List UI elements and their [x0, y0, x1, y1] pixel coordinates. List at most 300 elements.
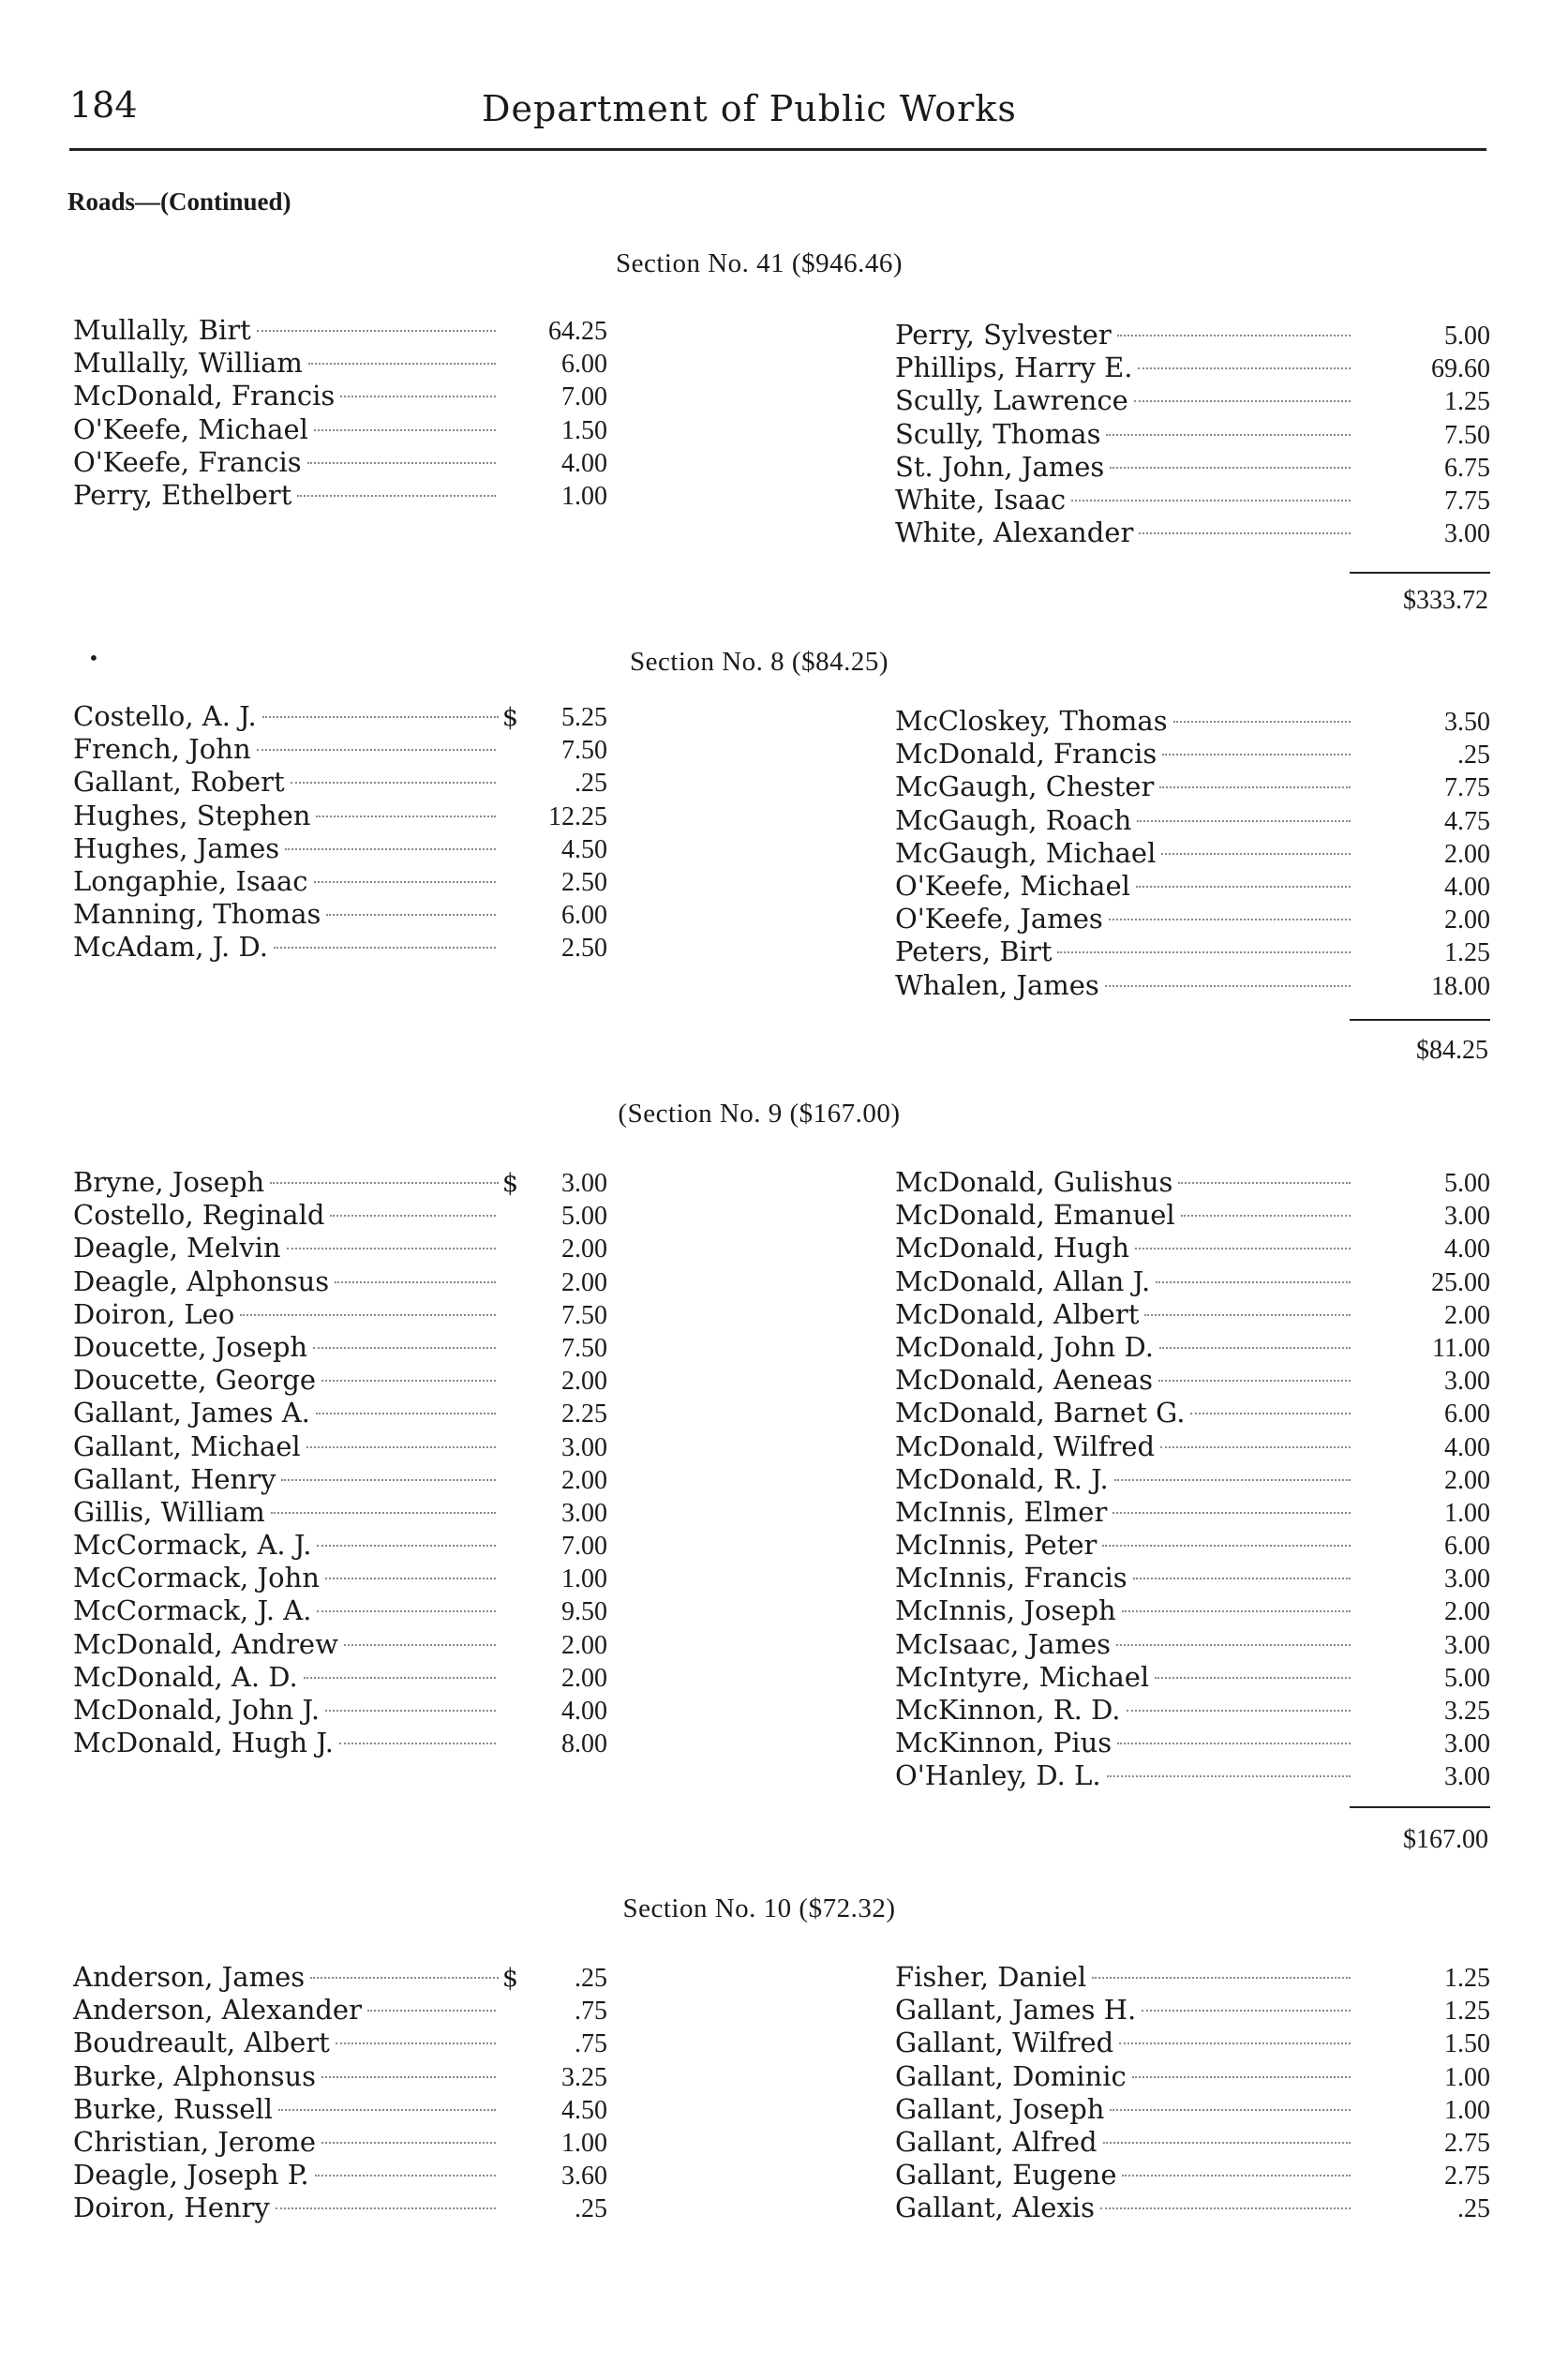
dot-leader: [1139, 532, 1351, 534]
list-item: [895, 2192, 1490, 2224]
list-item: [895, 1430, 1490, 1463]
payee-name: McGaugh, Roach: [895, 803, 1132, 836]
list-item: [895, 1529, 1490, 1562]
dot-leader: [276, 2207, 496, 2209]
dot-leader: [1144, 1314, 1351, 1316]
payee-name: White, Isaac: [895, 483, 1067, 516]
payment-amount: 3.00: [1444, 1630, 1490, 1660]
payment-amount: 3.60: [561, 2162, 607, 2192]
dot-leader: [1159, 1347, 1351, 1349]
list-item: [895, 1496, 1490, 1529]
list-item: [73, 2126, 607, 2159]
dollar-sign: $: [501, 1964, 518, 1993]
section-right-column: [895, 705, 1490, 1002]
payee-name: McDonald, Francis: [895, 738, 1157, 771]
dot-leader: [1122, 1610, 1351, 1612]
list-item: [895, 2159, 1490, 2192]
list-item: [895, 1232, 1490, 1264]
payment-amount: 7.50: [561, 1300, 607, 1330]
payment-amount: 4.50: [561, 834, 607, 864]
list-item: [73, 733, 607, 766]
payee-name: Gallant, Dominic: [895, 2059, 1127, 2092]
payment-amount: 9.50: [561, 1597, 607, 1627]
list-item: [73, 1364, 607, 1397]
list-item: [895, 2027, 1490, 2059]
section-right-column: [895, 319, 1490, 549]
dot-leader: [1110, 467, 1351, 469]
payee-name: Anderson, Alexander: [73, 1994, 362, 2027]
section-left-column: [73, 1961, 607, 2225]
payment-amount: 4.75: [1444, 806, 1490, 836]
payment-amount: 7.75: [1444, 773, 1490, 803]
payee-name: McDonald, Emanuel: [895, 1199, 1175, 1232]
dot-leader: [1159, 786, 1351, 788]
dot-leader: [1110, 2109, 1351, 2111]
list-item: [73, 446, 607, 479]
dot-leader: [1156, 1281, 1351, 1283]
list-item: [895, 738, 1490, 771]
dot-leader: [307, 462, 496, 464]
dot-leader: [1142, 2010, 1351, 2012]
dot-leader: [317, 1610, 496, 1612]
section-title: Section No. 41 ($946.46): [616, 248, 903, 278]
dot-leader: [326, 914, 496, 916]
dot-leader: [271, 1512, 496, 1514]
list-item: [895, 484, 1490, 516]
payment-amount: 1.25: [1444, 387, 1490, 417]
payee-name: Manning, Thomas: [73, 898, 321, 931]
payment-amount: 7.50: [561, 1333, 607, 1363]
list-item: [895, 516, 1490, 549]
payee-name: Gallant, Robert: [73, 766, 285, 799]
section-left-column: [73, 700, 607, 965]
list-item: [895, 1994, 1490, 2027]
payee-name: McCormack, John: [73, 1562, 320, 1594]
payment-amount: 5.25: [561, 703, 607, 732]
dot-leader: [1113, 1512, 1351, 1514]
payee-name: Gallant, Joseph: [895, 2092, 1105, 2125]
payment-amount: 2.00: [1444, 1300, 1490, 1330]
payee-name: Mullally, William: [73, 347, 303, 380]
list-item: [73, 865, 607, 898]
list-item: [895, 352, 1490, 384]
payment-amount: 2.50: [561, 934, 607, 964]
payee-name: Scully, Lawrence: [895, 384, 1128, 417]
payment-amount: 6.00: [1444, 1532, 1490, 1562]
list-item: [895, 870, 1490, 903]
payment-amount: 1.25: [1444, 1997, 1490, 2027]
payee-name: French, John: [73, 733, 251, 766]
payment-amount: 2.00: [1444, 1465, 1490, 1495]
payee-name: McKinnon, R. D.: [895, 1694, 1121, 1726]
payment-amount: 3.00: [561, 1432, 607, 1462]
stray-mark: •: [88, 647, 99, 669]
payment-amount: 69.60: [1431, 354, 1490, 384]
dot-leader: [1162, 754, 1351, 756]
dot-leader: [1133, 1578, 1351, 1579]
payee-name: Boudreault, Albert: [73, 2027, 330, 2059]
payee-name: Christian, Jerome: [73, 2125, 316, 2158]
dot-leader: [1116, 1644, 1351, 1646]
dot-leader: [1190, 1413, 1351, 1414]
dot-leader: [1173, 721, 1351, 723]
list-item: [895, 1961, 1490, 1994]
payment-amount: 2.25: [561, 1399, 607, 1429]
payment-amount: 5.00: [1444, 1663, 1490, 1693]
list-item: [895, 2126, 1490, 2159]
dot-leader: [1122, 2175, 1351, 2177]
payment-amount: 3.00: [1444, 519, 1490, 549]
dollar-sign: $: [501, 1169, 518, 1198]
payment-amount: 12.25: [548, 801, 607, 831]
list-item: [73, 1166, 607, 1199]
dot-leader: [287, 1248, 496, 1249]
payee-name: McDonald, Wilfred: [895, 1429, 1156, 1462]
dot-leader: [1132, 2076, 1351, 2078]
payment-amount: 1.00: [1444, 2062, 1490, 2092]
payee-name: McIntyre, Michael: [895, 1660, 1150, 1693]
payment-amount: 2.00: [561, 1367, 607, 1397]
payee-name: Deagle, Alphonsus: [73, 1264, 330, 1297]
dot-leader: [274, 947, 496, 949]
list-item: [895, 771, 1490, 803]
payee-name: Phillips, Harry E.: [895, 352, 1133, 384]
list-item: [73, 1994, 607, 2027]
list-item: [73, 800, 607, 832]
dot-leader: [325, 1578, 496, 1579]
page-title: Department of Public Works: [482, 88, 1017, 129]
list-item: [73, 1232, 607, 1264]
payment-amount: 4.00: [1444, 1432, 1490, 1462]
dot-leader: [321, 2076, 496, 2078]
dot-leader: [1161, 853, 1351, 855]
dot-leader: [1102, 1545, 1351, 1547]
list-item: [895, 1594, 1490, 1627]
list-item: [895, 1759, 1490, 1792]
payment-amount: .25: [1457, 741, 1490, 771]
payee-name: McDonald, John D.: [895, 1330, 1154, 1363]
dot-leader: [335, 1281, 496, 1283]
payment-amount: 4.00: [1444, 1234, 1490, 1264]
list-item: [895, 384, 1490, 417]
section-total: $167.00: [1403, 1825, 1488, 1854]
payment-amount: 2.00: [1444, 839, 1490, 869]
payee-name: Gallant, Henry: [73, 1462, 276, 1495]
list-item: [895, 418, 1490, 451]
list-item: [895, 935, 1490, 968]
dot-leader: [315, 2175, 496, 2177]
payee-name: Gallant, Eugene: [895, 2159, 1117, 2192]
payee-name: McDonald, Gulishus: [895, 1166, 1173, 1198]
payment-amount: .25: [575, 2194, 607, 2224]
section-right-column: [895, 1166, 1490, 1793]
payee-name: Scully, Thomas: [895, 417, 1101, 450]
dot-leader: [339, 1743, 496, 1744]
list-item: [895, 1562, 1490, 1594]
dot-leader: [1158, 1380, 1351, 1382]
list-item: [73, 2093, 607, 2126]
payee-name: Burke, Alphonsus: [73, 2059, 317, 2092]
payee-name: Gallant, Alfred: [895, 2125, 1098, 2158]
payment-amount: 7.00: [561, 1532, 607, 1562]
payment-amount: 4.00: [1444, 872, 1490, 902]
payment-amount: 2.00: [561, 1663, 607, 1693]
dot-leader: [308, 363, 496, 365]
dot-leader: [344, 1644, 496, 1646]
payee-name: McDonald, R. J.: [895, 1462, 1109, 1495]
payee-name: McDonald, Andrew: [73, 1627, 338, 1660]
list-item: [895, 969, 1490, 1002]
dot-leader: [1103, 2142, 1351, 2144]
dot-leader: [1136, 886, 1351, 888]
payment-amount: 6.00: [561, 901, 607, 931]
payee-name: McKinnon, Pius: [895, 1727, 1113, 1759]
payment-amount: 2.00: [561, 1234, 607, 1264]
payee-name: St. John, James: [895, 450, 1105, 483]
payee-name: McGaugh, Chester: [895, 771, 1155, 803]
payment-amount: 1.00: [561, 1564, 607, 1594]
payment-amount: .75: [575, 1997, 607, 2027]
payment-amount: 3.00: [1444, 1762, 1490, 1792]
dot-leader: [281, 1479, 496, 1481]
dot-leader: [1057, 951, 1351, 953]
payment-amount: 3.00: [1444, 1564, 1490, 1594]
list-item: [73, 700, 607, 733]
list-item: [73, 347, 607, 380]
dot-leader: [1178, 1182, 1351, 1184]
payment-amount: 2.50: [561, 867, 607, 897]
payee-name: McDonald, A. D.: [73, 1660, 298, 1693]
payee-name: McGaugh, Michael: [895, 836, 1157, 869]
list-item: [73, 1628, 607, 1661]
payee-name: McInnis, Elmer: [895, 1495, 1108, 1528]
dot-leader: [1134, 400, 1351, 402]
payee-name: Whalen, James: [895, 968, 1099, 1001]
payee-name: Costello, Reginald: [73, 1199, 325, 1232]
dot-leader: [1071, 500, 1351, 501]
payee-name: Doucette, George: [73, 1364, 317, 1397]
dot-leader: [1109, 919, 1351, 920]
payee-name: Deagle, Joseph P.: [73, 2159, 309, 2192]
payee-name: McCloskey, Thomas: [895, 705, 1168, 737]
payment-amount: 6.75: [1444, 453, 1490, 483]
dot-leader: [257, 330, 496, 332]
payment-amount: 5.00: [561, 1202, 607, 1232]
dot-leader: [314, 881, 496, 883]
payment-amount: 3.25: [561, 2062, 607, 2092]
dot-leader: [1117, 335, 1351, 337]
dot-leader: [313, 1347, 496, 1349]
dot-leader: [316, 1413, 496, 1414]
list-item: [73, 2060, 607, 2093]
list-item: [73, 931, 607, 964]
list-item: [73, 1298, 607, 1331]
list-item: [895, 1694, 1490, 1727]
dot-leader: [1155, 1677, 1351, 1679]
section-right-column: [895, 1961, 1490, 2225]
list-item: [73, 479, 607, 512]
list-item: [895, 319, 1490, 352]
payee-name: Hughes, James: [73, 831, 280, 864]
list-item: [73, 413, 607, 446]
payee-name: Doucette, Joseph: [73, 1330, 308, 1363]
dot-leader: [321, 2142, 496, 2144]
payee-name: McDonald, Allan J.: [895, 1264, 1151, 1297]
payment-amount: 1.25: [1444, 1964, 1490, 1993]
payee-name: McDonald, Hugh J.: [73, 1727, 334, 1759]
list-item: [895, 903, 1490, 935]
list-item: [73, 1961, 607, 1994]
dot-leader: [297, 495, 496, 497]
dot-leader: [321, 1380, 496, 1382]
payee-name: McDonald, Hugh: [895, 1232, 1130, 1264]
payment-amount: 4.00: [561, 448, 607, 478]
dot-leader: [367, 2010, 496, 2012]
section-title: (Section No. 9 ($167.00): [618, 1099, 901, 1129]
subheading: Roads—(Continued): [67, 187, 291, 216]
payee-name: Hughes, Stephen: [73, 799, 311, 831]
payment-amount: 2.00: [1444, 905, 1490, 935]
dot-leader: [1127, 1710, 1351, 1712]
dot-leader: [336, 2042, 496, 2044]
section-left-column: [73, 314, 607, 512]
list-item: [73, 1562, 607, 1594]
payment-amount: 2.00: [561, 1630, 607, 1660]
payee-name: O'Keefe, Michael: [73, 412, 308, 445]
payee-name: Anderson, James: [73, 1961, 306, 1993]
list-item: [73, 1463, 607, 1496]
dot-leader: [340, 396, 496, 397]
section-total: $333.72: [1403, 586, 1488, 615]
list-item: [73, 832, 607, 865]
payment-amount: 25.00: [1431, 1267, 1490, 1297]
list-item: [895, 1199, 1490, 1232]
list-item: [895, 1397, 1490, 1429]
payment-amount: 4.00: [561, 1697, 607, 1726]
section-title: Section No. 10 ($72.32): [622, 1893, 896, 1923]
list-item: [73, 2159, 607, 2192]
payee-name: Gallant, James H.: [895, 1994, 1137, 2027]
section-title: Section No. 8 ($84.25): [630, 647, 889, 677]
section-total: $84.25: [1416, 1036, 1488, 1065]
dot-leader: [304, 1677, 496, 1679]
payment-amount: 5.00: [1444, 1169, 1490, 1198]
list-item: [73, 1661, 607, 1694]
payee-name: Perry, Ethelbert: [73, 478, 292, 511]
payment-amount: 1.25: [1444, 938, 1490, 968]
list-item: [895, 1628, 1490, 1661]
list-item: [73, 1694, 607, 1727]
payee-name: Costello, A. J.: [73, 700, 257, 732]
payee-name: O'Keefe, Francis: [73, 445, 302, 478]
list-item: [895, 1463, 1490, 1496]
payment-amount: 2.75: [1444, 2162, 1490, 2192]
payee-name: Deagle, Melvin: [73, 1232, 281, 1264]
dot-leader: [1105, 985, 1351, 987]
dot-leader: [1100, 2207, 1351, 2209]
payment-amount: 3.00: [561, 1498, 607, 1528]
dot-leader: [262, 716, 499, 718]
payee-name: Peters, Birt: [895, 935, 1053, 968]
payment-amount: 7.00: [561, 382, 607, 412]
dot-leader: [257, 749, 496, 751]
list-item: [895, 804, 1490, 837]
dot-leader: [1135, 1248, 1351, 1249]
payee-name: Bryne, Joseph: [73, 1166, 265, 1198]
payee-name: McCormack, J. A.: [73, 1594, 312, 1627]
page-header: [69, 84, 1486, 151]
list-item: [73, 314, 607, 347]
total-rule: [1350, 572, 1490, 574]
list-item: [73, 1265, 607, 1298]
dot-leader: [1114, 1479, 1351, 1481]
payee-name: Fisher, Daniel: [895, 1961, 1087, 1993]
payment-amount: .25: [575, 769, 607, 799]
payee-name: McAdam, J. D.: [73, 931, 268, 964]
list-item: [895, 1265, 1490, 1298]
payment-amount: .25: [575, 1964, 607, 1993]
dollar-sign: $: [501, 703, 518, 732]
payment-amount: 3.00: [1444, 1729, 1490, 1759]
dot-leader: [1138, 367, 1351, 369]
payment-amount: 1.00: [1444, 1498, 1490, 1528]
payment-amount: 1.00: [561, 481, 607, 511]
payee-name: O'Keefe, James: [895, 903, 1103, 935]
list-item: [895, 451, 1490, 484]
payee-name: Longaphie, Isaac: [73, 864, 308, 897]
payment-amount: 3.00: [1444, 1202, 1490, 1232]
dot-leader: [270, 1182, 499, 1184]
dot-leader: [278, 2109, 496, 2111]
payee-name: Doiron, Leo: [73, 1297, 235, 1330]
payee-name: Gillis, William: [73, 1495, 265, 1528]
payee-name: McCormack, A. J.: [73, 1529, 312, 1562]
payee-name: McDonald, Albert: [895, 1297, 1140, 1330]
payment-amount: 6.00: [1444, 1399, 1490, 1429]
list-item: [73, 1496, 607, 1529]
payment-amount: 1.50: [1444, 2029, 1490, 2059]
list-item: [73, 1397, 607, 1429]
list-item: [895, 837, 1490, 870]
payee-name: McInnis, Peter: [895, 1529, 1098, 1562]
list-item: [73, 1529, 607, 1562]
list-item: [895, 1727, 1490, 1759]
list-item: [73, 1594, 607, 1627]
list-item: [73, 380, 607, 412]
list-item: [73, 898, 607, 931]
payment-amount: 1.00: [1444, 2095, 1490, 2125]
dot-leader: [306, 1446, 496, 1448]
list-item: [73, 766, 607, 799]
payment-amount: 11.00: [1432, 1333, 1490, 1363]
payee-name: Gallant, Alexis: [895, 2192, 1095, 2224]
total-rule: [1350, 1806, 1490, 1808]
payment-amount: 3.50: [1444, 708, 1490, 737]
list-item: [895, 1298, 1490, 1331]
payment-amount: 1.00: [561, 2128, 607, 2158]
payment-amount: 6.00: [561, 350, 607, 380]
payee-name: Burke, Russell: [73, 2092, 274, 2125]
payment-amount: 1.50: [561, 415, 607, 445]
list-item: [73, 1199, 607, 1232]
dot-leader: [1107, 1775, 1351, 1777]
payment-amount: 2.00: [1444, 1597, 1490, 1627]
total-rule: [1350, 1019, 1490, 1021]
dot-leader: [317, 1545, 496, 1547]
payee-name: Gallant, Wilfred: [895, 2027, 1114, 2059]
payee-name: McDonald, Barnet G.: [895, 1397, 1186, 1429]
list-item: [895, 1661, 1490, 1694]
